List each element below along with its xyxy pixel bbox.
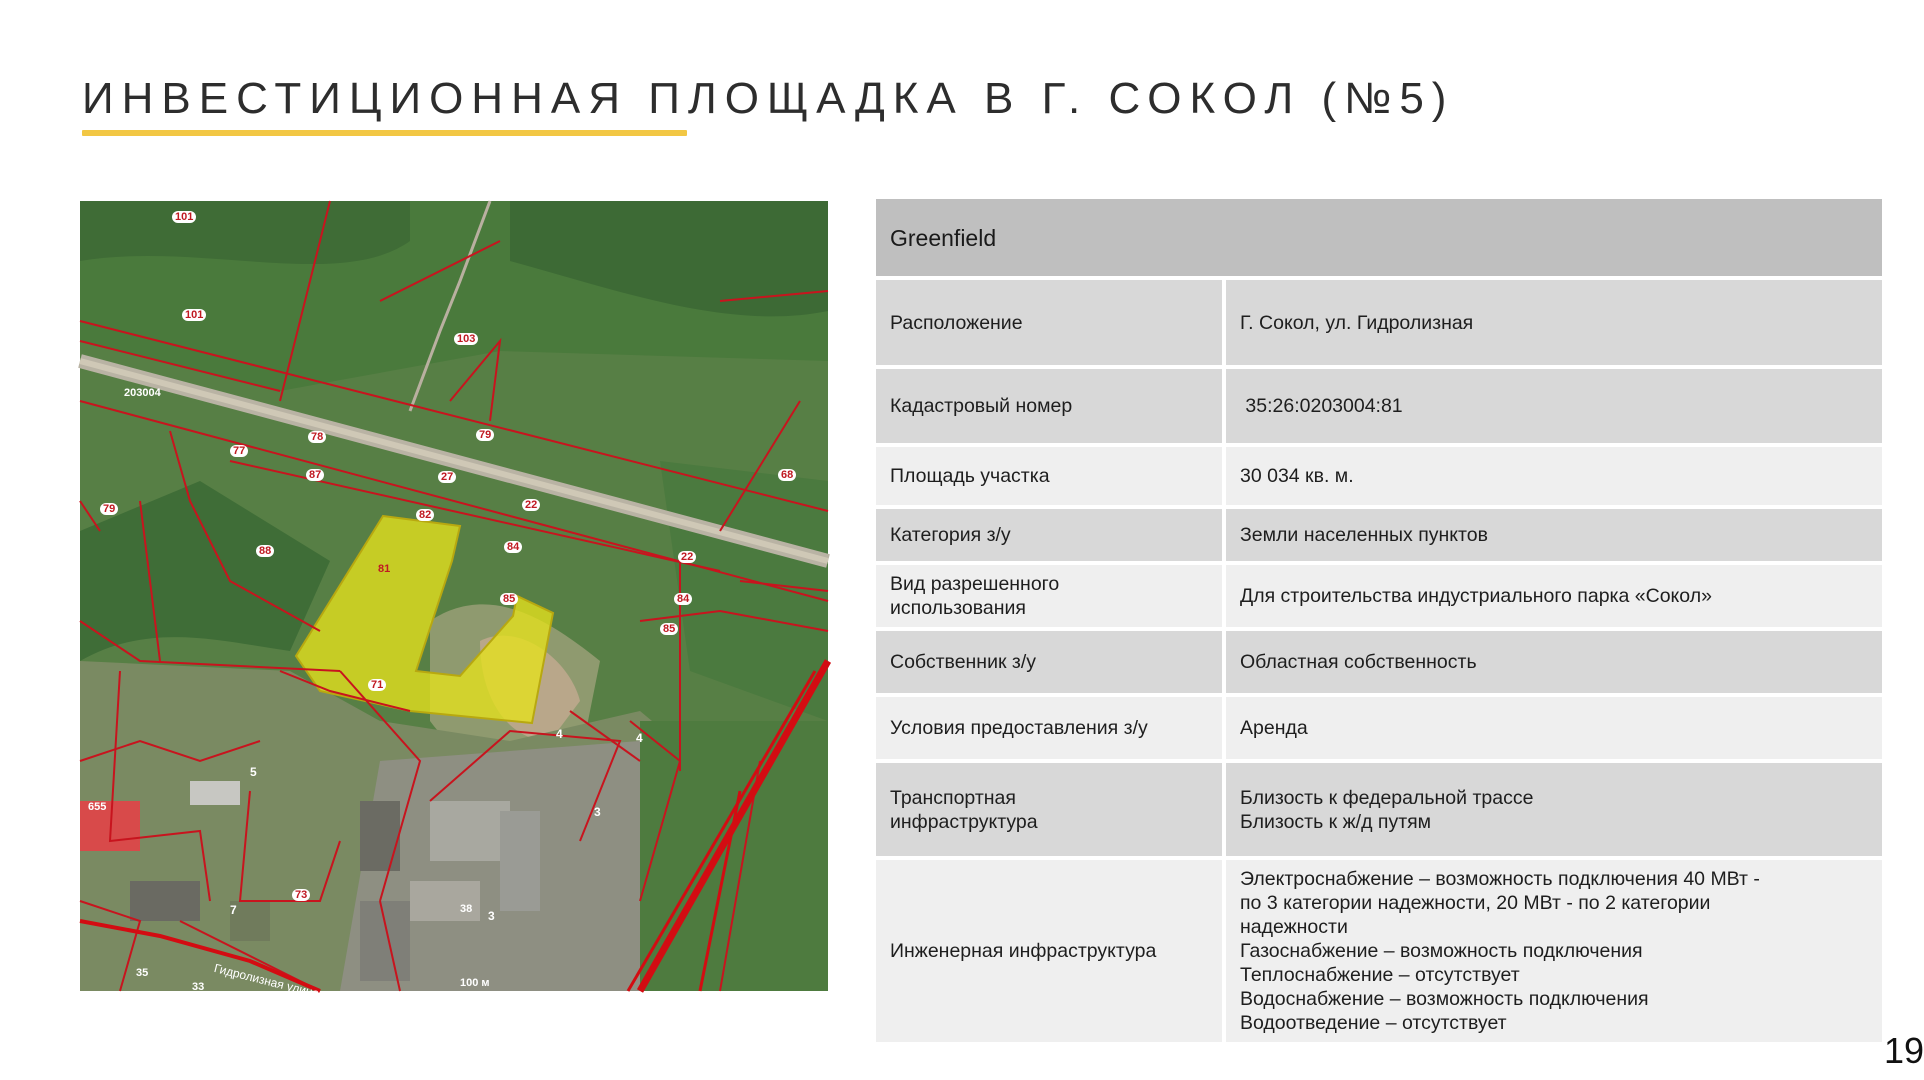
plot-number-label: 22 [522,499,540,511]
scale-label: 100 м [460,977,490,989]
plot-number-label: 27 [438,471,456,483]
title-underline [82,130,687,136]
plot-number-label: 85 [660,623,678,635]
table-row [876,631,1882,693]
table-row [876,280,1882,365]
plot-number-label: 87 [306,469,324,481]
plot-number-label: 4 [556,727,563,741]
plot-number-label: 88 [256,545,274,557]
page-title: ИНВЕСТИЦИОННАЯ ПЛОЩАДКА В Г. СОКОЛ (№5) [82,74,1455,123]
plot-number-label: 7 [230,903,237,917]
row-value-cadastral: 35:26:0203004:81 [1226,369,1882,443]
plot-number-label: 82 [416,509,434,521]
plot-number-label: 79 [100,503,118,515]
plot-number-label: 5 [250,765,257,779]
page-number: 19 [1884,1030,1924,1071]
row-value-permitted-use: Для строительства индустриального парка «Сокол» [1226,565,1882,627]
row-label-terms: Условия предоставления з/у [876,697,1226,759]
table-header: Greenfield [876,199,1882,276]
plot-number-label: 79 [476,429,494,441]
plot-number-label: 77 [230,445,248,457]
plot-number-label: 38 [460,903,473,915]
plot-number-label: 84 [674,593,692,605]
plot-number-label: 655 [88,801,107,813]
plot-number-label: 78 [308,431,326,443]
table-row [876,509,1882,561]
plot-number-label: 103 [454,333,478,345]
row-value-location: Г. Сокол, ул. Гидролизная [1226,280,1882,365]
row-value-category: Земли населенных пунктов [1226,509,1882,561]
street-label: Гидролизная улица [212,961,321,1001]
row-value-owner: Областная собственность [1226,631,1882,693]
table-header-row [876,199,1882,276]
row-label-owner: Собственник з/у [876,631,1226,693]
row-label-cadastral: Кадастровый номер [876,369,1226,443]
row-value-engineering: Электроснабжение – возможность подключения 40 МВт - по 3 категории надежности, 20 МВт - по 2 категории надежности Газоснабжение – возможность подключения Теплоснабжение – отсутствует Водоснабжение – возможность подключения Водоотведение – отсутствует [1226,860,1882,1042]
table-row [876,763,1882,856]
plot-number-label: 4 [636,731,643,745]
table-row [876,697,1882,759]
table-row [876,565,1882,627]
plot-number-label: 203004 [124,387,161,399]
row-label-permitted-use: Вид разрешенного использования [876,565,1226,627]
plot-number-label: 35 [136,967,149,979]
plot-number-label: 33 [192,981,205,993]
row-label-location: Расположение [876,280,1226,365]
plot-number-label: 101 [172,211,196,223]
plot-number-label: 73 [292,889,310,901]
plot-number-label: 85 [500,593,518,605]
plot-number-label: 81 [378,563,391,575]
table-row [876,860,1882,1042]
row-label-category: Категория з/у [876,509,1226,561]
table-row [876,369,1882,443]
plot-number-label: 22 [678,551,696,563]
plot-number-label: 71 [368,679,386,691]
row-label-engineering: Инженерная инфраструктура [876,860,1226,1042]
table-row [876,447,1882,505]
plot-number-label: 101 [182,309,206,321]
cadastral-map [80,201,828,1001]
site-info-table [876,195,1882,1046]
row-label-transport: Транспортная инфраструктура [876,763,1226,856]
plot-number-label: 3 [488,909,495,923]
row-value-area: 30 034 кв. м. [1226,447,1882,505]
row-value-transport: Близость к федеральной трассе Близость к ж/д путям [1226,763,1882,856]
plot-number-label: 68 [778,469,796,481]
plot-number-label: 84 [504,541,522,553]
row-value-terms: Аренда [1226,697,1882,759]
plot-number-label: 3 [594,805,601,819]
row-label-area: Площадь участка [876,447,1226,505]
